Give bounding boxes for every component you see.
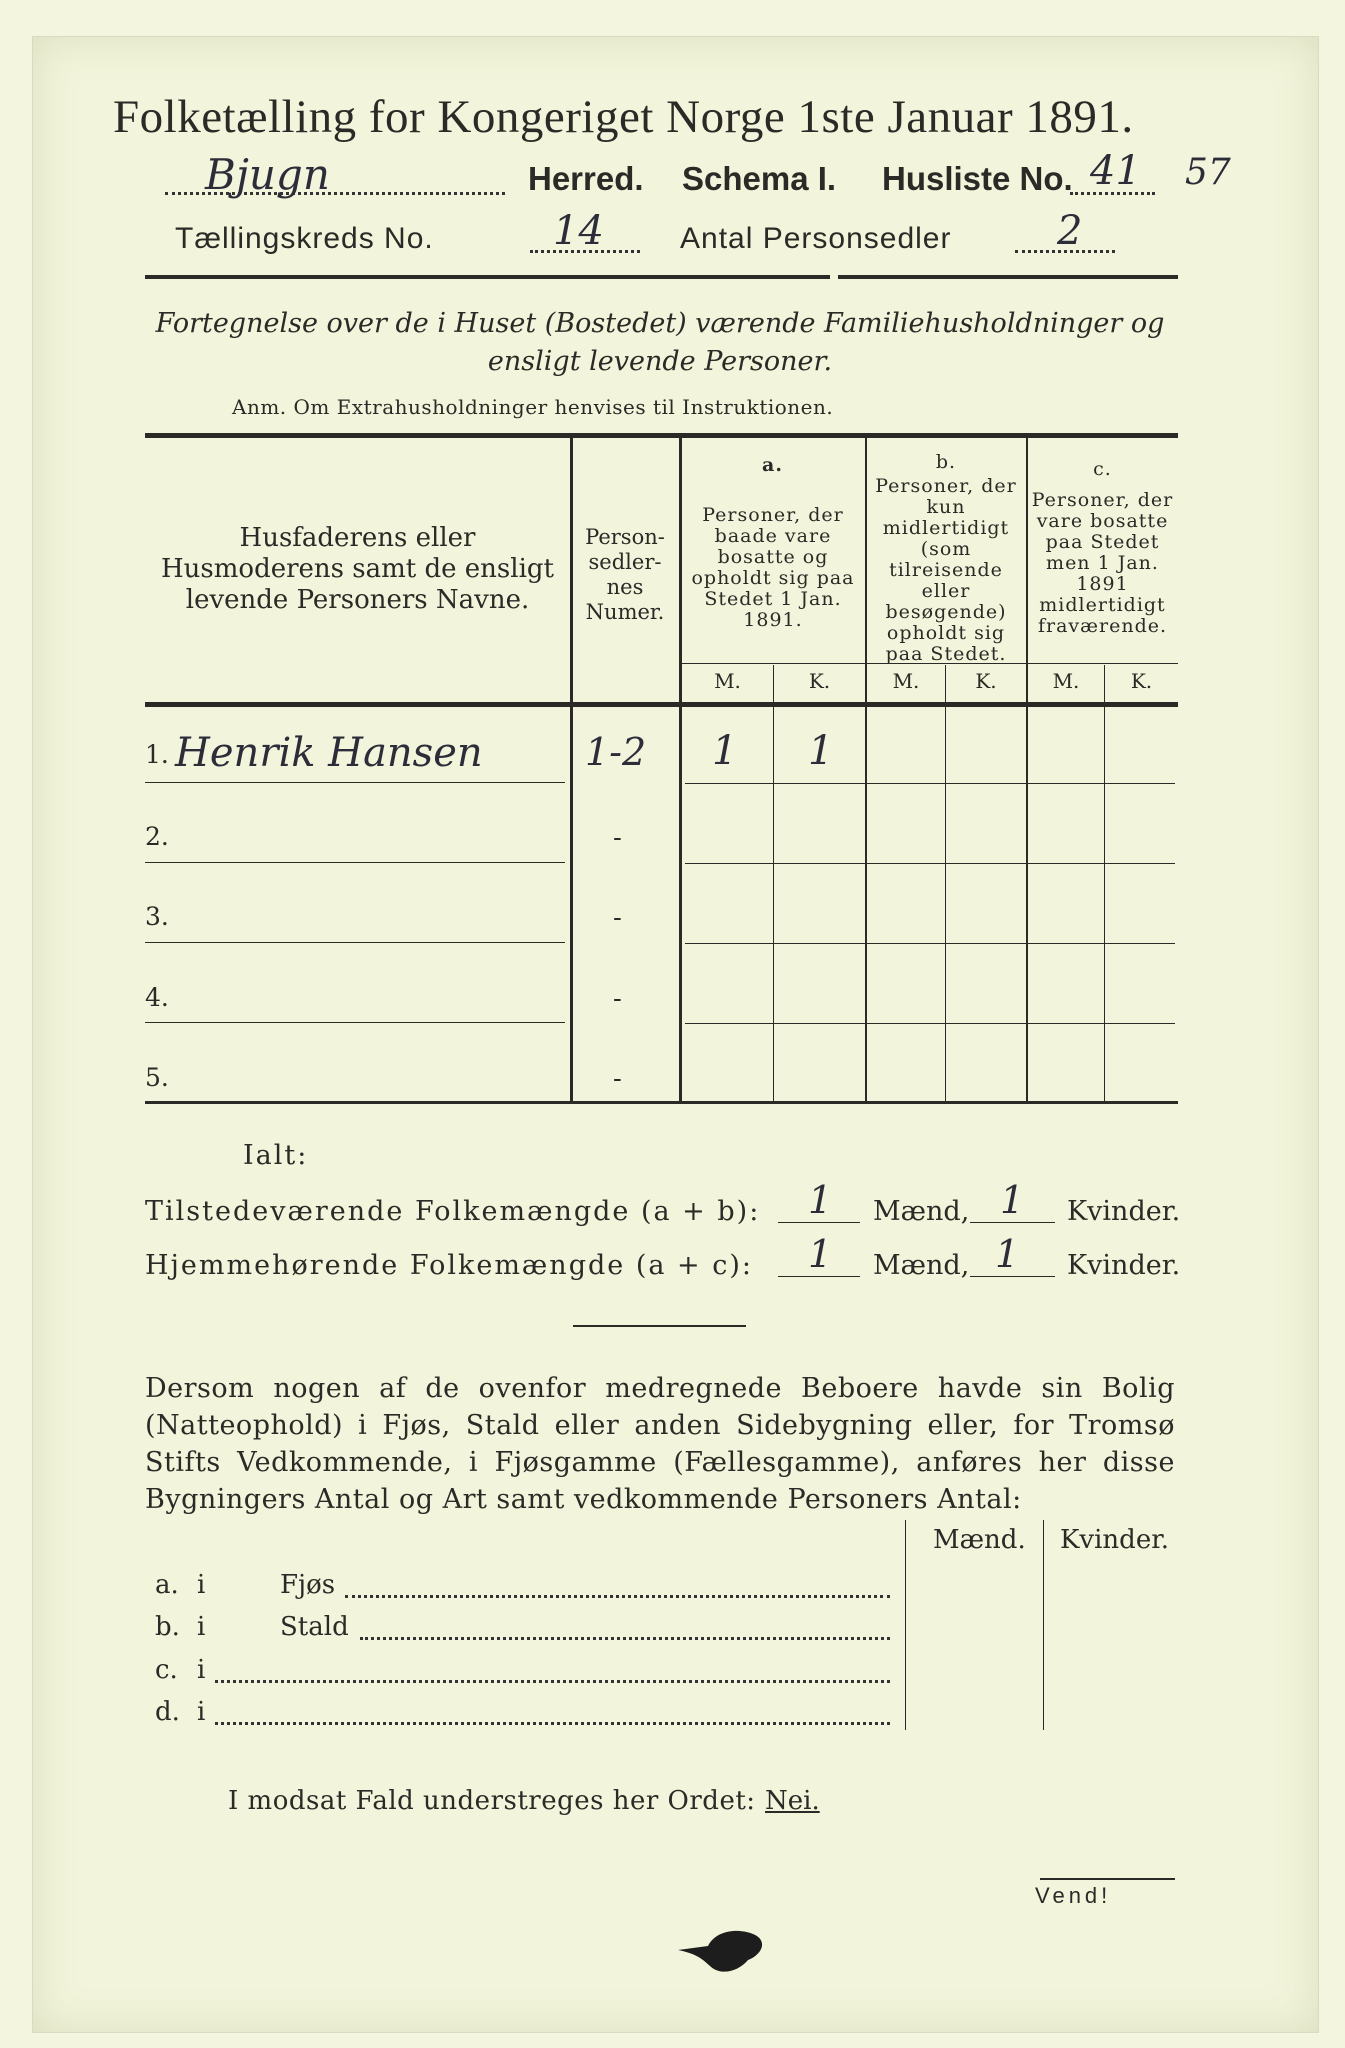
header-a-col: Personer, der baade vare bosatte og opholdt sig paa Stedet 1 Jan. 1891.: [691, 504, 855, 631]
col-divider: [1104, 665, 1105, 1101]
outbuilding-letter: d.: [155, 1697, 180, 1727]
table-bottom-rule: [145, 1101, 1178, 1104]
present-men-label: Mænd,: [873, 1196, 970, 1227]
row-number: 3.: [145, 902, 169, 931]
present-population-label: Tilstedeværende Folkemængde (a + b):: [145, 1196, 761, 1227]
resident-men-line: [778, 1276, 860, 1277]
row-number: 5.: [145, 1063, 169, 1092]
kreds-value: 14: [553, 208, 604, 254]
resident-men-value: 1: [808, 1232, 833, 1276]
header-c-col: Personer, der vare bosatte paa Stedet men 1 Jan. 1891 midlertidigt fraværende.: [1031, 489, 1174, 637]
outbuilding-dotline: [215, 1680, 890, 1683]
col-a-k: K.: [808, 669, 831, 693]
negation-word: Nei.: [765, 1786, 820, 1816]
form-description: Fortegnelse over de i Huset (Bostedet) værende Familiehusholdninger og ensligt levende Personer.: [155, 308, 1165, 377]
row-num: -: [613, 903, 622, 933]
col-divider: [773, 665, 774, 1101]
col-b-k: K.: [975, 669, 997, 693]
herred-label: Herred.: [528, 160, 644, 197]
outbuildings-divider: [1043, 1520, 1044, 1730]
col-a-m: M.: [714, 669, 741, 693]
resident-women-label: Kvinder.: [1067, 1250, 1181, 1281]
outbuilding-letter: a.: [155, 1570, 179, 1600]
antal-value: 2: [1057, 208, 1083, 254]
outbuilding-dotline: [215, 1722, 890, 1725]
resident-women-line: [970, 1276, 1055, 1277]
col-divider: [570, 438, 573, 1101]
outbuilding-dotline: [360, 1637, 890, 1640]
col-divider: [945, 665, 946, 1101]
form-note: Anm. Om Extrahusholdninger henvises til Instruktionen.: [232, 395, 834, 419]
row-num: -: [613, 823, 622, 853]
present-women-value: 1: [1000, 1178, 1025, 1222]
row-line: [685, 863, 1175, 864]
present-women-line: [970, 1222, 1055, 1223]
schema-label: Schema I.: [682, 160, 837, 197]
row-line: [685, 783, 1175, 784]
antal-label: Antal Personsedler: [680, 222, 952, 255]
row-number: 4.: [145, 983, 169, 1012]
row-line: [685, 943, 1175, 944]
header-b-col: Personer, der kun midlertidigt (som tilreisende eller besøgende) opholdt sig paa Stedet.: [875, 475, 1017, 665]
row-line: [685, 1023, 1175, 1024]
resident-men-label: Mænd,: [873, 1250, 970, 1281]
col-c-k: K.: [1130, 669, 1153, 693]
outbuilding-i: i: [197, 1570, 206, 1600]
outbuildings-men-header: Mænd.: [933, 1525, 1026, 1555]
header-name-col: Husfaderens eller Husmoderens samt de ensligt levende Personers Navne.: [161, 523, 554, 615]
outbuilding-label: Stald: [280, 1612, 349, 1642]
header-rule-right: [838, 275, 1178, 279]
form-title: Folketælling for Kongeriget Norge 1ste Januar 1891.: [113, 91, 1134, 143]
header-c-letter: c.: [1093, 458, 1112, 480]
row-number: 1.: [145, 740, 169, 769]
outbuilding-i: i: [197, 1655, 206, 1685]
outbuilding-letter: b.: [155, 1612, 180, 1642]
outbuilding-dotline: [345, 1595, 890, 1598]
husliste-label: Husliste No.: [882, 160, 1073, 197]
negation-label: I modsat Fald understreges her Ordet:: [228, 1786, 756, 1816]
row-line: [145, 1022, 565, 1023]
row-line: [145, 942, 565, 943]
outbuilding-i: i: [197, 1612, 206, 1642]
table-header-bottom-rule: [145, 702, 1178, 707]
resident-population-label: Hjemmehørende Folkemængde (a + c):: [145, 1250, 753, 1281]
kreds-label: Tællingskreds No.: [175, 222, 434, 255]
outbuildings-divider: [905, 1520, 906, 1730]
outbuilding-label: Fjøs: [280, 1570, 336, 1600]
header-num-col: Person-sedler-nes Numer.: [585, 525, 665, 624]
col-b-m: M.: [892, 669, 920, 693]
ialt-label: Ialt:: [243, 1140, 309, 1171]
present-women-label: Kvinder.: [1067, 1196, 1181, 1227]
outbuildings-paragraph: Dersom nogen af de ovenfor medregnede Beboere havde sin Bolig (Natteophold) i Fjøs, Stald eller anden Sidebygning eller, for Tromsø Stifts Vedkommende, i Fjøsgamme (Fællesgamme), anføres her disse Bygningers Antal og Art samt vedkommende Personers Antal:: [145, 1373, 1175, 1515]
row-name: Henrik Hansen: [175, 730, 483, 776]
table-top-rule: [145, 433, 1178, 438]
row-line: [145, 862, 565, 863]
vend-rule: [1040, 1878, 1175, 1880]
row-number: 2.: [145, 822, 169, 851]
husliste-extra: 57: [1185, 152, 1231, 193]
resident-women-value: 1: [995, 1232, 1020, 1276]
vend-label: Vend!: [1035, 1883, 1112, 1908]
outbuilding-i: i: [197, 1697, 206, 1727]
section-divider: [573, 1325, 746, 1327]
outbuildings-women-header: Kvinder.: [1060, 1525, 1170, 1555]
row-num: -: [613, 984, 622, 1014]
ink-blot: [668, 1920, 778, 1980]
col-c-m: M.: [1052, 669, 1080, 693]
row-num: -: [613, 1064, 622, 1094]
herred-value: Bjugn: [205, 150, 330, 199]
row-a-m: 1: [712, 728, 738, 774]
row-a-k: 1: [808, 728, 834, 774]
row-line: [145, 782, 565, 783]
header-a-letter: a.: [762, 454, 783, 476]
present-men-line: [778, 1222, 860, 1223]
row-num: 1-2: [585, 730, 647, 774]
husliste-value: 41: [1090, 148, 1141, 194]
outbuilding-letter: c.: [155, 1655, 178, 1685]
header-rule-left: [145, 275, 830, 279]
present-men-value: 1: [808, 1178, 833, 1222]
header-b-letter: b.: [935, 451, 957, 473]
